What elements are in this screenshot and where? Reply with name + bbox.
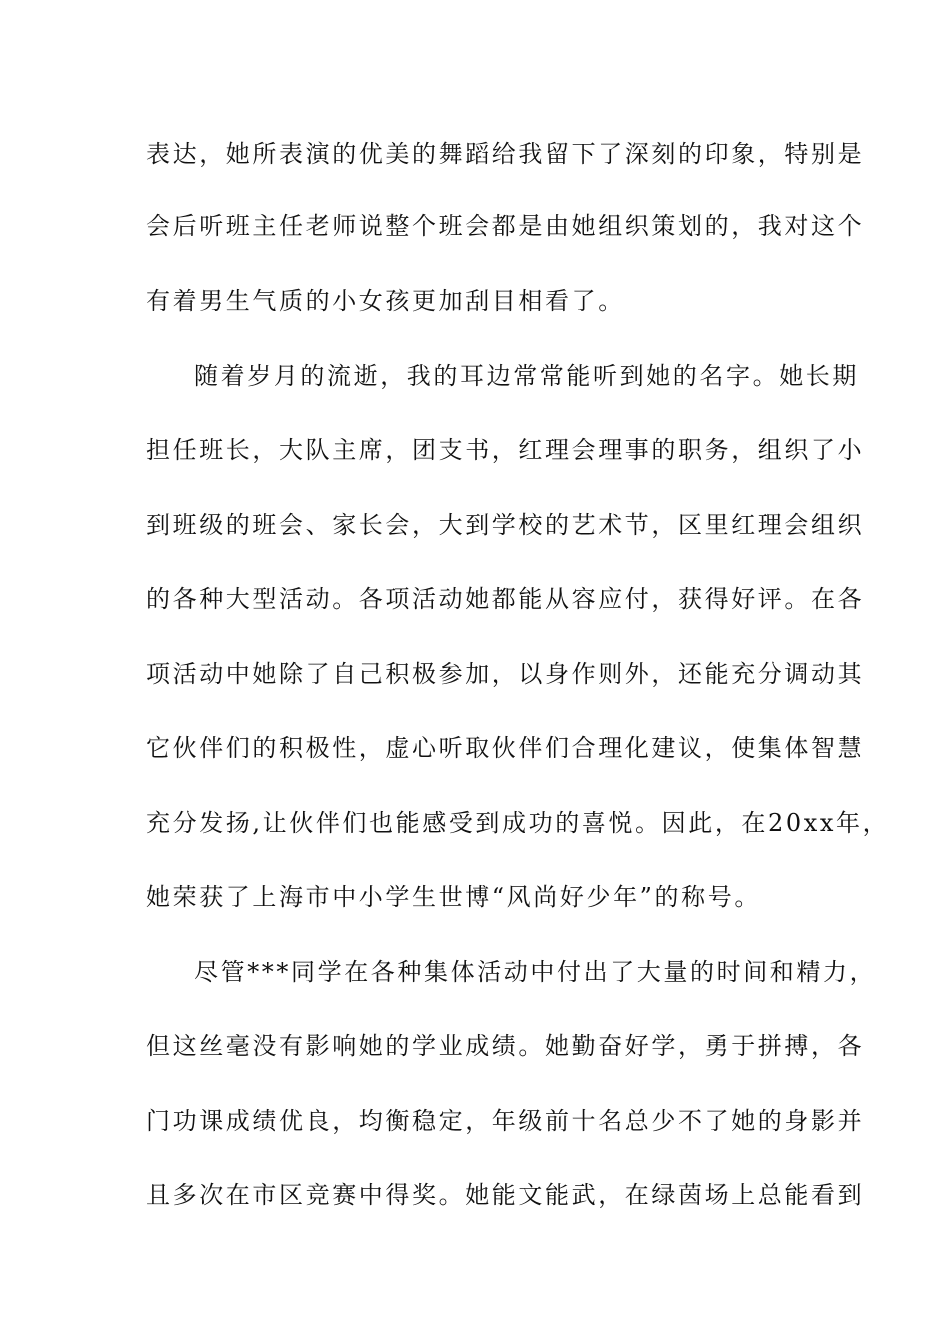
text-line: 会后听班主任老师说整个班会都是由她组织策划的，我对这个 xyxy=(146,212,865,240)
text-line: 门功课成绩优良，均衡稳定，年级前十名总少不了她的身影并 xyxy=(146,1107,865,1135)
text-line: 且多次在市区竞赛中得奖。她能文能武，在绿茵场上总能看到 xyxy=(146,1181,865,1209)
text-line: 它伙伴们的积极性，虚心听取伙伴们合理化建议，使集体智慧 xyxy=(146,734,865,762)
paragraph-first-line: 随着岁月的流逝，我的耳边常常能听到她的名字。她长期 xyxy=(194,362,859,390)
text-line: 项活动中她除了自己积极参加，以身作则外，还能充分调动其 xyxy=(146,660,865,688)
text-line: 她荣获了上海市中小学生世博“风尚好少年”的称号。 xyxy=(146,883,761,911)
text-line: 但这丝毫没有影响她的学业成绩。她勤奋好学，勇于拼搏，各 xyxy=(146,1032,865,1060)
text-line: 充分发扬,让伙伴们也能感受到成功的喜悦。因此，在20xx年， xyxy=(146,809,890,837)
text-line: 有着男生气质的小女孩更加刮目相看了。 xyxy=(146,287,625,315)
text-line: 表达，她所表演的优美的舞蹈给我留下了深刻的印象，特别是 xyxy=(146,140,865,168)
text-line: 的各种大型活动。各项活动她都能从容应付，获得好评。在各 xyxy=(146,585,865,613)
paragraph-first-line: 尽管***同学在各种集体活动中付出了大量的时间和精力， xyxy=(194,958,877,986)
text-line: 到班级的班会、家长会，大到学校的艺术节，区里红理会组织 xyxy=(146,511,865,539)
text-line: 担任班长，大队主席，团支书，红理会理事的职务，组织了小 xyxy=(146,436,865,464)
